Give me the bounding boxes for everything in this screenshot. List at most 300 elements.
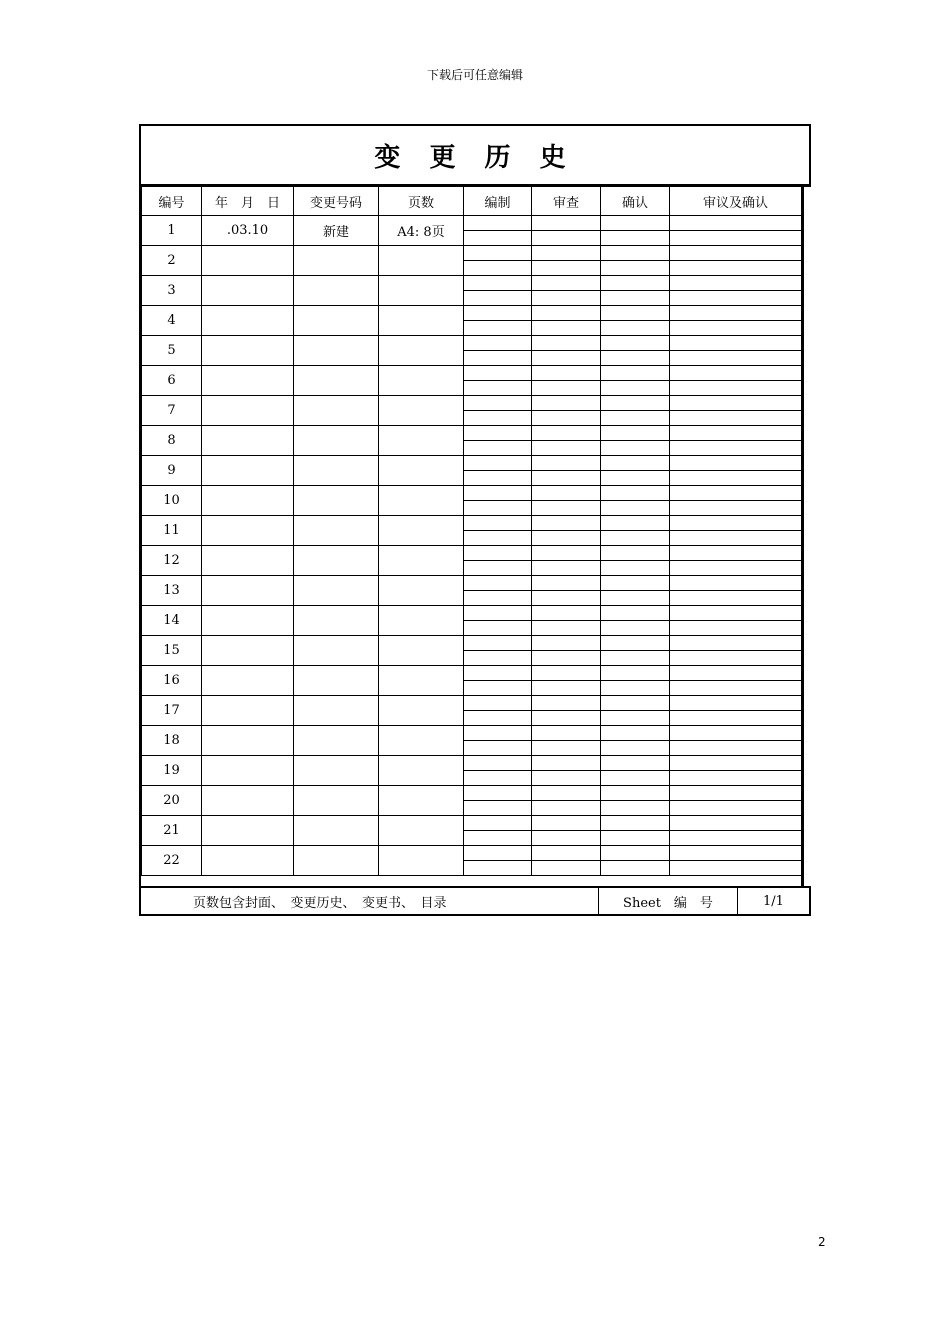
row-prepared-cell — [464, 396, 532, 411]
row-approval-cell — [670, 396, 802, 411]
row-reviewed-cell — [532, 276, 601, 291]
header-row — [142, 187, 802, 216]
table-row — [142, 366, 802, 381]
row-pages — [379, 246, 464, 276]
row-approval-cell — [670, 501, 802, 516]
row-reviewed-cell — [532, 246, 601, 261]
row-confirmed-cell — [601, 741, 670, 756]
row-approval-cell — [670, 261, 802, 276]
row-confirmed-cell — [601, 771, 670, 786]
row-reviewed-cell — [532, 501, 601, 516]
row-approval-cell — [670, 246, 802, 261]
row-approval-cell — [670, 726, 802, 741]
header-note: 下载后可任意编辑 — [426, 68, 523, 82]
row-approval-cell — [670, 621, 802, 636]
col-header-confirmed: 确认 — [601, 187, 670, 216]
row-confirmed-cell — [601, 411, 670, 426]
row-no: 20 — [142, 786, 202, 816]
row-reviewed-cell — [532, 651, 601, 666]
history-table — [141, 186, 802, 876]
row-reviewed-cell — [532, 426, 601, 441]
row-reviewed-cell — [532, 486, 601, 501]
row-approval-cell — [670, 441, 802, 456]
footer-sheet-label: Sheet 编 号 — [599, 888, 738, 914]
row-approval-cell — [670, 351, 802, 366]
row-pages — [379, 366, 464, 396]
row-prepared-cell — [464, 276, 532, 291]
row-approval-cell — [670, 486, 802, 501]
row-no: 10 — [142, 486, 202, 516]
row-reviewed-cell — [532, 801, 601, 816]
row-prepared-cell — [464, 216, 532, 231]
row-reviewed-cell — [532, 576, 601, 591]
row-approval-cell — [670, 321, 802, 336]
row-change-no — [294, 306, 379, 336]
row-prepared-cell — [464, 441, 532, 456]
row-confirmed-cell — [601, 291, 670, 306]
row-change-no — [294, 756, 379, 786]
row-prepared-cell — [464, 561, 532, 576]
row-pages — [379, 486, 464, 516]
row-reviewed-cell — [532, 306, 601, 321]
row-pages — [379, 636, 464, 666]
table-row — [142, 516, 802, 531]
row-approval-cell — [670, 801, 802, 816]
table-row — [142, 216, 802, 231]
row-reviewed-cell — [532, 726, 601, 741]
row-approval-cell — [670, 381, 802, 396]
row-confirmed-cell — [601, 456, 670, 471]
row-no: 4 — [142, 306, 202, 336]
row-prepared-cell — [464, 711, 532, 726]
row-reviewed-cell — [532, 456, 601, 471]
row-prepared-cell — [464, 456, 532, 471]
footer — [139, 886, 811, 916]
row-date — [202, 426, 294, 456]
row-no: 5 — [142, 336, 202, 366]
row-change-no — [294, 246, 379, 276]
table-row — [142, 426, 802, 441]
row-change-no — [294, 696, 379, 726]
row-prepared-cell — [464, 651, 532, 666]
col-header-reviewed: 审查 — [532, 187, 601, 216]
row-reviewed-cell — [532, 411, 601, 426]
row-confirmed-cell — [601, 786, 670, 801]
table-row — [142, 306, 802, 321]
row-confirmed-cell — [601, 816, 670, 831]
row-change-no — [294, 396, 379, 426]
row-prepared-cell — [464, 636, 532, 651]
row-pages — [379, 756, 464, 786]
row-no: 6 — [142, 366, 202, 396]
row-no: 8 — [142, 426, 202, 456]
table-row — [142, 726, 802, 741]
row-prepared-cell — [464, 306, 532, 321]
row-date — [202, 516, 294, 546]
col-header-date: 年 月 日 — [202, 187, 294, 216]
table-row — [142, 336, 802, 351]
row-reviewed-cell — [532, 861, 601, 876]
row-change-no — [294, 516, 379, 546]
row-date — [202, 366, 294, 396]
row-no: 3 — [142, 276, 202, 306]
row-no: 11 — [142, 516, 202, 546]
row-no: 14 — [142, 606, 202, 636]
row-reviewed-cell — [532, 621, 601, 636]
row-approval-cell — [670, 336, 802, 351]
table-row — [142, 276, 802, 291]
row-prepared-cell — [464, 546, 532, 561]
row-change-no — [294, 366, 379, 396]
row-date — [202, 456, 294, 486]
row-no: 7 — [142, 396, 202, 426]
row-date — [202, 666, 294, 696]
row-change-no — [294, 726, 379, 756]
row-confirmed-cell — [601, 351, 670, 366]
row-confirmed-cell — [601, 486, 670, 501]
row-confirmed-cell — [601, 426, 670, 441]
row-approval-cell — [670, 831, 802, 846]
row-prepared-cell — [464, 381, 532, 396]
row-approval-cell — [670, 471, 802, 486]
row-prepared-cell — [464, 741, 532, 756]
row-prepared-cell — [464, 291, 532, 306]
row-reviewed-cell — [532, 516, 601, 531]
footer-sheet-value: 1/1 — [763, 893, 784, 909]
row-pages — [379, 696, 464, 726]
row-reviewed-cell — [532, 351, 601, 366]
row-no: 12 — [142, 546, 202, 576]
row-approval-cell — [670, 756, 802, 771]
row-pages — [379, 846, 464, 876]
row-approval-cell — [670, 531, 802, 546]
row-reviewed-cell — [532, 366, 601, 381]
row-reviewed-cell — [532, 846, 601, 861]
row-prepared-cell — [464, 831, 532, 846]
row-change-no — [294, 636, 379, 666]
row-change-no — [294, 486, 379, 516]
row-reviewed-cell — [532, 786, 601, 801]
row-change-no: 新建 — [294, 216, 379, 246]
row-no: 21 — [142, 816, 202, 846]
row-approval-cell — [670, 636, 802, 651]
row-pages — [379, 396, 464, 426]
row-prepared-cell — [464, 501, 532, 516]
row-confirmed-cell — [601, 261, 670, 276]
row-prepared-cell — [464, 846, 532, 861]
row-approval-cell — [670, 306, 802, 321]
row-no: 17 — [142, 696, 202, 726]
row-reviewed-cell — [532, 261, 601, 276]
row-date — [202, 606, 294, 636]
row-prepared-cell — [464, 606, 532, 621]
row-reviewed-cell — [532, 381, 601, 396]
row-reviewed-cell — [532, 816, 601, 831]
row-confirmed-cell — [601, 381, 670, 396]
row-pages — [379, 276, 464, 306]
row-date — [202, 696, 294, 726]
row-confirmed-cell — [601, 666, 670, 681]
row-confirmed-cell — [601, 591, 670, 606]
table-row — [142, 666, 802, 681]
table-row — [142, 696, 802, 711]
row-prepared-cell — [464, 411, 532, 426]
row-no: 18 — [142, 726, 202, 756]
row-reviewed-cell — [532, 636, 601, 651]
row-approval-cell — [670, 291, 802, 306]
row-prepared-cell — [464, 786, 532, 801]
row-approval-cell — [670, 696, 802, 711]
row-prepared-cell — [464, 816, 532, 831]
row-approval-cell — [670, 666, 802, 681]
row-confirmed-cell — [601, 231, 670, 246]
row-reviewed-cell — [532, 741, 601, 756]
table-row — [142, 576, 802, 591]
col-header-pages: 页数 — [379, 187, 464, 216]
row-confirmed-cell — [601, 846, 670, 861]
row-reviewed-cell — [532, 336, 601, 351]
row-confirmed-cell — [601, 681, 670, 696]
row-prepared-cell — [464, 351, 532, 366]
col-header-prepared: 编制 — [464, 187, 532, 216]
table-row — [142, 456, 802, 471]
row-prepared-cell — [464, 756, 532, 771]
table-row — [142, 786, 802, 801]
row-confirmed-cell — [601, 501, 670, 516]
row-prepared-cell — [464, 426, 532, 441]
row-date — [202, 246, 294, 276]
row-approval-cell — [670, 846, 802, 861]
row-confirmed-cell — [601, 276, 670, 291]
row-reviewed-cell — [532, 606, 601, 621]
row-approval-cell — [670, 861, 802, 876]
row-no: 15 — [142, 636, 202, 666]
row-pages — [379, 546, 464, 576]
row-date — [202, 336, 294, 366]
row-confirmed-cell — [601, 831, 670, 846]
row-approval-cell — [670, 591, 802, 606]
row-no: 2 — [142, 246, 202, 276]
row-confirmed-cell — [601, 216, 670, 231]
row-pages — [379, 726, 464, 756]
row-prepared-cell — [464, 801, 532, 816]
row-date — [202, 846, 294, 876]
row-no: 13 — [142, 576, 202, 606]
row-date — [202, 726, 294, 756]
row-date — [202, 636, 294, 666]
row-confirmed-cell — [601, 336, 670, 351]
row-prepared-cell — [464, 726, 532, 741]
table-row — [142, 546, 802, 561]
row-prepared-cell — [464, 336, 532, 351]
row-approval-cell — [670, 426, 802, 441]
row-approval-cell — [670, 231, 802, 246]
row-approval-cell — [670, 216, 802, 231]
row-date — [202, 306, 294, 336]
row-change-no — [294, 666, 379, 696]
row-prepared-cell — [464, 666, 532, 681]
row-prepared-cell — [464, 576, 532, 591]
row-change-no — [294, 426, 379, 456]
row-reviewed-cell — [532, 441, 601, 456]
row-reviewed-cell — [532, 291, 601, 306]
row-pages — [379, 606, 464, 636]
row-confirmed-cell — [601, 606, 670, 621]
row-pages — [379, 456, 464, 486]
row-no: 1 — [142, 216, 202, 246]
row-pages — [379, 816, 464, 846]
row-date — [202, 276, 294, 306]
table-row — [142, 846, 802, 861]
row-confirmed-cell — [601, 801, 670, 816]
row-pages — [379, 786, 464, 816]
row-reviewed-cell — [532, 831, 601, 846]
footer-note: 页数包含封面、 变更历史、 变更书、 目录 — [141, 888, 599, 914]
row-approval-cell — [670, 276, 802, 291]
row-prepared-cell — [464, 261, 532, 276]
table-row — [142, 396, 802, 411]
row-confirmed-cell — [601, 711, 670, 726]
row-prepared-cell — [464, 531, 532, 546]
row-confirmed-cell — [601, 546, 670, 561]
row-change-no — [294, 606, 379, 636]
row-approval-cell — [670, 411, 802, 426]
row-confirmed-cell — [601, 396, 670, 411]
table-row — [142, 486, 802, 501]
row-reviewed-cell — [532, 531, 601, 546]
row-confirmed-cell — [601, 516, 670, 531]
row-confirmed-cell — [601, 246, 670, 261]
row-date — [202, 576, 294, 606]
row-reviewed-cell — [532, 681, 601, 696]
row-prepared-cell — [464, 471, 532, 486]
row-change-no — [294, 276, 379, 306]
row-pages — [379, 306, 464, 336]
row-confirmed-cell — [601, 306, 670, 321]
row-reviewed-cell — [532, 696, 601, 711]
row-reviewed-cell — [532, 231, 601, 246]
row-reviewed-cell — [532, 591, 601, 606]
row-reviewed-cell — [532, 321, 601, 336]
row-pages — [379, 666, 464, 696]
row-approval-cell — [670, 741, 802, 756]
row-approval-cell — [670, 711, 802, 726]
row-confirmed-cell — [601, 576, 670, 591]
row-change-no — [294, 546, 379, 576]
table-row — [142, 816, 802, 831]
row-prepared-cell — [464, 516, 532, 531]
history-body — [142, 216, 802, 876]
row-change-no — [294, 816, 379, 846]
row-no: 16 — [142, 666, 202, 696]
row-date — [202, 756, 294, 786]
row-prepared-cell — [464, 486, 532, 501]
row-prepared-cell — [464, 321, 532, 336]
table-row — [142, 756, 802, 771]
history-table-wrapper — [139, 186, 804, 886]
table-row — [142, 606, 802, 621]
row-reviewed-cell — [532, 666, 601, 681]
row-no: 9 — [142, 456, 202, 486]
row-prepared-cell — [464, 246, 532, 261]
row-approval-cell — [670, 816, 802, 831]
row-approval-cell — [670, 516, 802, 531]
row-prepared-cell — [464, 621, 532, 636]
row-approval-cell — [670, 606, 802, 621]
row-prepared-cell — [464, 681, 532, 696]
row-approval-cell — [670, 456, 802, 471]
row-confirmed-cell — [601, 651, 670, 666]
row-date — [202, 396, 294, 426]
row-reviewed-cell — [532, 756, 601, 771]
row-date — [202, 786, 294, 816]
row-prepared-cell — [464, 231, 532, 246]
row-confirmed-cell — [601, 471, 670, 486]
row-confirmed-cell — [601, 696, 670, 711]
row-change-no — [294, 456, 379, 486]
row-prepared-cell — [464, 366, 532, 381]
row-pages — [379, 426, 464, 456]
row-reviewed-cell — [532, 561, 601, 576]
row-reviewed-cell — [532, 771, 601, 786]
row-confirmed-cell — [601, 531, 670, 546]
row-reviewed-cell — [532, 216, 601, 231]
row-change-no — [294, 336, 379, 366]
row-approval-cell — [670, 681, 802, 696]
row-confirmed-cell — [601, 441, 670, 456]
row-prepared-cell — [464, 771, 532, 786]
col-header-change-no: 变更号码 — [294, 187, 379, 216]
row-approval-cell — [670, 786, 802, 801]
row-pages: A4: 8页 — [379, 216, 464, 246]
row-pages — [379, 576, 464, 606]
row-reviewed-cell — [532, 711, 601, 726]
row-approval-cell — [670, 366, 802, 381]
row-approval-cell — [670, 561, 802, 576]
row-confirmed-cell — [601, 636, 670, 651]
row-confirmed-cell — [601, 561, 670, 576]
row-reviewed-cell — [532, 546, 601, 561]
row-change-no — [294, 846, 379, 876]
row-approval-cell — [670, 576, 802, 591]
row-confirmed-cell — [601, 366, 670, 381]
row-pages — [379, 516, 464, 546]
row-confirmed-cell — [601, 726, 670, 741]
row-prepared-cell — [464, 591, 532, 606]
row-no: 22 — [142, 846, 202, 876]
row-approval-cell — [670, 771, 802, 786]
row-date — [202, 486, 294, 516]
row-reviewed-cell — [532, 471, 601, 486]
row-confirmed-cell — [601, 621, 670, 636]
table-row — [142, 246, 802, 261]
row-reviewed-cell — [532, 396, 601, 411]
form-title: 变 更 历 史 — [139, 124, 811, 187]
row-date — [202, 546, 294, 576]
col-header-no: 编号 — [142, 187, 202, 216]
row-confirmed-cell — [601, 321, 670, 336]
row-no: 19 — [142, 756, 202, 786]
row-date — [202, 816, 294, 846]
col-header-approval: 审议及确认 — [670, 187, 802, 216]
page-number: 2 — [818, 1235, 826, 1249]
row-approval-cell — [670, 651, 802, 666]
row-pages — [379, 336, 464, 366]
row-date: .03.10 — [202, 216, 294, 246]
row-prepared-cell — [464, 696, 532, 711]
row-change-no — [294, 576, 379, 606]
row-confirmed-cell — [601, 756, 670, 771]
